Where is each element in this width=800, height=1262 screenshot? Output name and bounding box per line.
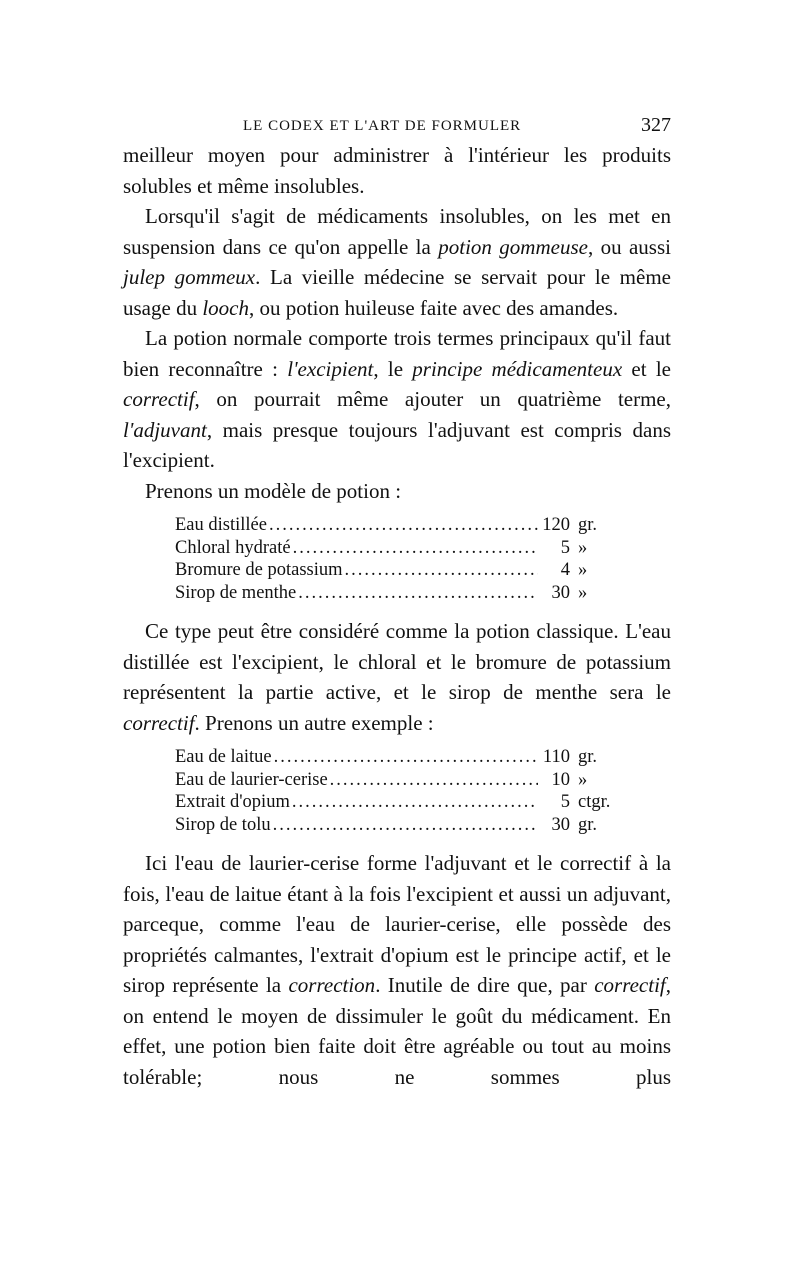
- recipe-row: [175, 582, 620, 605]
- paragraph-5: Ce type peut être considéré comme la potion classique. L'eau distillée est l'excipient, le chloral et le bromure de potassium représentent la partie active, et le sirop de menthe sera le correctif. Prenons un autre exemple :: [123, 619, 671, 735]
- paragraph-1: meilleur moyen pour administrer à l'intérieur les produits solubles et même insolubles.: [123, 143, 671, 198]
- recipe-row: [175, 746, 620, 769]
- ingredient-qty: 10: [551, 769, 570, 790]
- ingredient-unit: »: [578, 560, 588, 580]
- italic-term: correctif: [594, 973, 666, 997]
- italic-term: l'excipient: [287, 356, 374, 381]
- ingredient-name: Eau de laurier-cerise: [175, 769, 328, 790]
- ingredient-name: Sirop de tolu: [175, 814, 271, 835]
- recipe-row: [175, 559, 620, 582]
- recipe-row: [175, 514, 620, 537]
- ingredient-qty: 5: [560, 792, 570, 812]
- italic-term: principe médicamenteux: [412, 356, 623, 381]
- ingredient-unit: »: [578, 537, 588, 558]
- leader-dots: [269, 514, 538, 537]
- ingredient-unit: »: [578, 769, 588, 790]
- italic-term: julep gommeux: [123, 265, 256, 289]
- ingredient-name: Extrait d'opium: [175, 792, 290, 812]
- paragraph-3: La potion normale comporte trois termes principaux qu'il faut bien reconnaître : l'excipient, le principe médicamenteux et le correctif, on pourrait même ajouter un quatrième terme, l'adjuvant, mais presque toujours l'adjuvant est compris dans l'excipient.: [123, 326, 671, 472]
- page-number: 327: [641, 114, 671, 136]
- page-header: [123, 110, 671, 140]
- recipe-2: [175, 746, 620, 836]
- ingredient-unit: gr.: [578, 747, 598, 767]
- ingredient-qty: 110: [542, 747, 570, 767]
- leader-dots: [292, 791, 538, 814]
- ingredient-unit: ctgr.: [578, 792, 611, 812]
- italic-term: correction: [288, 973, 376, 997]
- ingredient-name: Chloral hydraté: [175, 537, 291, 558]
- italic-term: correctif: [123, 710, 195, 735]
- leader-dots: [273, 814, 538, 837]
- ingredient-qty: 30: [551, 814, 570, 835]
- leader-dots: [345, 559, 538, 582]
- ingredient-name: Bromure de potassium: [175, 560, 343, 580]
- leader-dots: [293, 537, 538, 560]
- ingredient-unit: gr.: [578, 814, 598, 835]
- ingredient-qty: 5: [560, 537, 570, 558]
- paragraph-6: Ici l'eau de laurier-cerise forme l'adjuvant et le correctif à la fois, l'eau de laitue étant à la fois l'excipient et aussi un adjuvant, parceque, comme l'eau de laurier-cerise, elle possède des propriétés calmantes, l'extrait d'opium est le principe actif, et le sirop représente la correction. Inutile de dire que, par correctif, on entend le moyen de dissimuler le goût du médicament. En effet, une potion bien faite doit être agréable ou tout au moins tolérable; nous ne sommes plus: [123, 851, 671, 1089]
- paragraph-4: Prenons un modèle de potion :: [145, 478, 402, 503]
- italic-term: looch: [202, 295, 249, 320]
- ingredient-name: Eau distillée: [175, 515, 267, 535]
- leader-dots: [298, 582, 538, 605]
- ingredient-name: Sirop de menthe: [175, 582, 297, 603]
- ingredient-qty: 30: [551, 582, 570, 603]
- running-title: LE CODEX ET L'ART DE FORMULER: [243, 118, 522, 134]
- paragraph-2: Lorsqu'il s'agit de médicaments insolubles, on les met en suspension dans ce qu'on appelle la potion gommeuse, ou aussi julep gommeux. La vieille médecine se servait pour le même usage du looch, ou potion huileuse faite avec des amandes.: [123, 204, 671, 320]
- ingredient-qty: 120: [542, 515, 570, 535]
- ingredient-name: Eau de laitue: [175, 747, 272, 767]
- recipe-row: [175, 791, 620, 814]
- italic-term: potion gommeuse: [438, 234, 588, 259]
- recipe-row: [175, 537, 620, 560]
- ingredient-unit: »: [578, 582, 588, 603]
- ingredient-qty: 4: [560, 560, 570, 580]
- leader-dots: [330, 769, 538, 792]
- recipe-row: [175, 769, 620, 792]
- ingredient-unit: gr.: [578, 515, 598, 535]
- recipe-row: [175, 814, 620, 837]
- italic-term: l'adjuvant: [123, 417, 207, 442]
- book-page: [123, 110, 671, 1092]
- italic-term: correctif: [123, 387, 195, 411]
- leader-dots: [274, 746, 538, 769]
- recipe-1: [175, 514, 620, 604]
